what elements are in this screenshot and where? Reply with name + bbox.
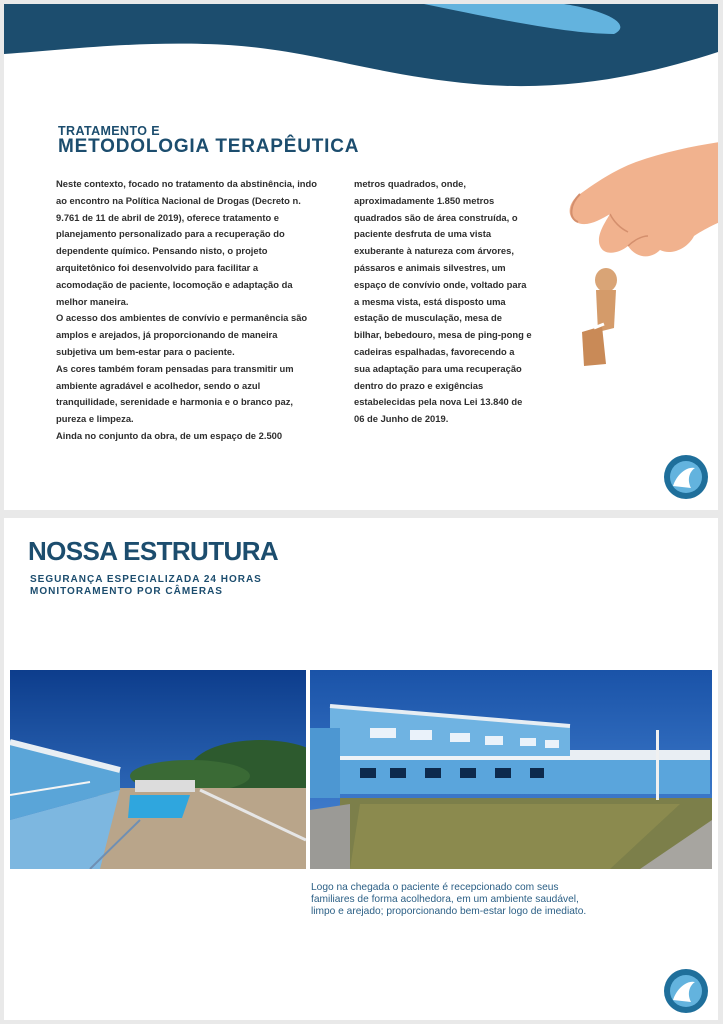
pool-photo bbox=[10, 670, 306, 869]
header-wave bbox=[4, 4, 718, 94]
paragraph: Neste contexto, focado no tratamento da abstinência, indo ao encontro na Política Nacional de Drogas (Decreto n. 9.761 de 11 de abril de 2019), oferece tratamento e planejamento personalizado para a recuperação do dependente químico. Pensando nisto, o projeto arquitetônico foi desenvolvido para facilitar a acomodação de paciente, locomoção e adaptação da melhor maneira. bbox=[56, 178, 317, 307]
section-title: NOSSA ESTRUTURA bbox=[28, 536, 279, 566]
paragraph: As cores também foram pensadas para transmitir um ambiente agradável e acolhedor, sendo o azul tranquilidade, serenidade e harmonia e o branco paz, pureza e limpeza. bbox=[56, 362, 294, 425]
paragraph: Ainda no conjunto da obra, de um espaço de 2.500 bbox=[56, 429, 283, 441]
text-column-left bbox=[56, 176, 318, 445]
hand-holding-figure-image bbox=[544, 132, 718, 372]
building-photo bbox=[310, 670, 712, 869]
page-metodologia bbox=[4, 4, 718, 510]
paragraph: metros quadrados, onde, aproximadamente 1.850 metros quadrados são de área construída, o paciente desfruta de uma vista exuberante à natureza com árvores, pássaros e animais silvestres, um espaço de convívio onde, voltado para a mesma vista, está disposto uma estação de musculação, mesa de bilhar, bebedouro, mesa de ping-pong e cadeiras espalhadas, favorecendo a sua adaptação para uma recuperação dentro do prazo e exigências estabelecidas pela nova Lei 13.840 de 06 de Junho de 2019. bbox=[354, 178, 532, 425]
brand-logo-icon bbox=[663, 968, 709, 1014]
subtitle-security: SEGURANÇA ESPECIALIZADA 24 HORAS bbox=[30, 574, 262, 585]
brand-logo-icon bbox=[663, 454, 709, 500]
subtitle-cameras: MONITORAMENTO POR CÂMERAS bbox=[30, 586, 223, 597]
photo-caption: Logo na chegada o paciente é recepcionado com seus familiares de forma acolhedora, em um ambiente saudável, limpo e arejado; proporcionando bem-estar logo de imediato. bbox=[311, 882, 587, 917]
section-eyebrow: TRATAMENTO E bbox=[58, 124, 161, 138]
text-column-right bbox=[354, 176, 532, 428]
paragraph: O acesso dos ambientes de convívio e permanência são amplos e arejados, já proporcionando de maneira subjetiva um bem-estar para o paciente. bbox=[56, 312, 308, 357]
page-estrutura bbox=[4, 518, 718, 1020]
section-title: METODOLOGIA TERAPÊUTICA bbox=[58, 136, 360, 157]
